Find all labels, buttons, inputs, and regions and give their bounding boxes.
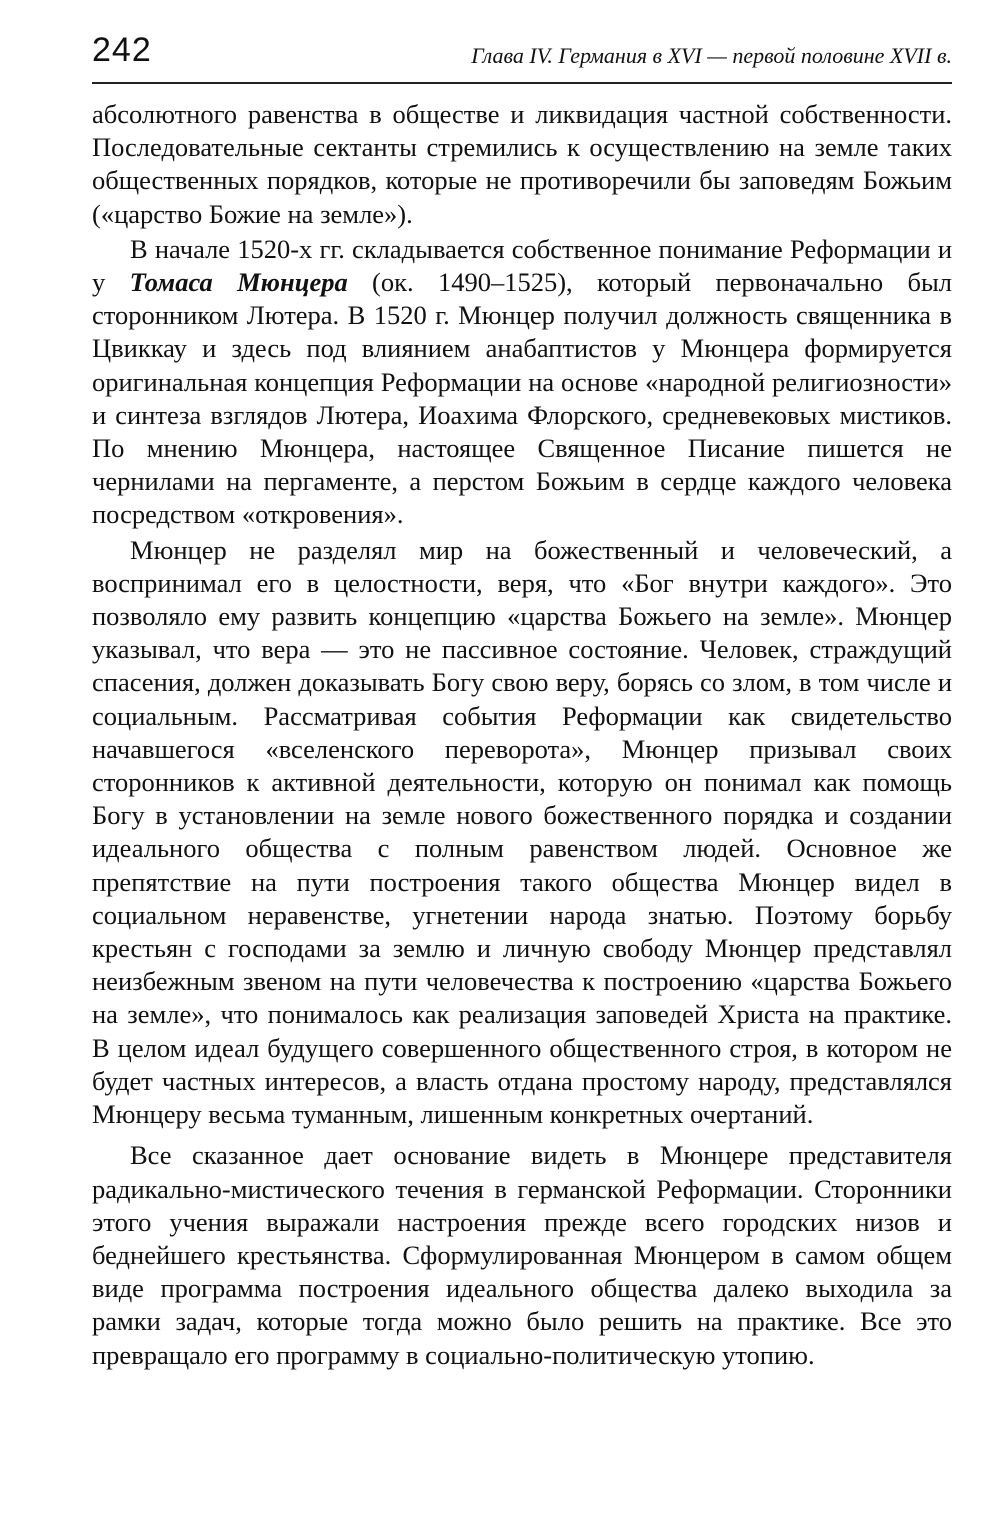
- paragraph-2: [92, 233, 952, 532]
- paragraph-2-before: В начале 1520-х гг. складывается собственное понимание Реформации и у: [92, 233, 952, 298]
- book-page: [92, 30, 952, 1372]
- running-head: Глава IV. Германия в XVI — первой половине XVII в.: [471, 43, 952, 68]
- paragraph-1-text: абсолютного равенства в обществе и ликвидация частной собственности. Последовательные сектанты стремились к осуществлению на земле таких общественных порядков, которые не противоречили бы заповедям Божьим («царство Божие на земле»).: [92, 99, 952, 229]
- page-body: [92, 98, 952, 1372]
- paragraph-4-text: Все сказанное дает основание видеть в Мюнцере представителя радикально-мистического течения в германской Реформации. Сторонники этого учения выражали настроения прежде всего городских низов и беднейшего крестьянства. Сформулированная Мюнцером в самом общем виде программа построения идеального общества далеко выходила за рамки задач, которые тогда можно было решить на практике. Все это превращало его программу в социально-политическую утопию.: [92, 1140, 952, 1370]
- page-header: [92, 30, 952, 84]
- paragraph-1: [92, 98, 952, 231]
- paragraph-3-text: Мюнцер не разделял мир на божественный и человеческий, а воспринимал его в целостности, веря, что «Бог внутри каждого». Это позволяло ему развить концепцию «царства Божьего на земле». Мюнцер указывал, что вера — это не пассивное состояние. Человек, страждущий спасения, должен доказывать Богу свою веру, борясь со злом, в том числе и социальным. Рассматривая события Реформации как свидетельство начавшегося «вселенского переворота», Мюнцер призывал своих сторонников к активной деятельности, которую он понимал как помощь Богу в установлении на земле нового божественного порядка и создании идеального общества с полным равенством людей. Основное же препятствие на пути построения такого общества Мюнцер видел в социальном неравенстве, угнетении народа знатью. Поэтому борьбу крестьян с господами за землю и личную свободу Мюнцер представлял неизбежным звеном на пути человечества к построению «царства Божьего на земле», что понималось как реализация заповедей Христа на практике. В целом идеал будущего совершенного общественного строя, в котором не будет частных интересов, а власть отдана простому народу, представлялся Мюнцеру весьма туманным, лишенным конкретных очертаний.: [92, 534, 952, 1130]
- paragraph-4: [92, 1139, 952, 1371]
- page-number: 242: [92, 31, 152, 69]
- name-thomas-muntzer: Томаса Мюнцера: [129, 267, 348, 298]
- paragraph-2-after: (ок. 1490–1525), который первоначально был сторонником Лютера. В 1520 г. Мюнцер получил должность священника в Цвиккау и здесь под влиянием анабаптистов у Мюнцера формируется оригинальная концепция Реформации на основе «народной религиозности» и синтеза взглядов Лютера, Иоахима Флорского, средневековых мистиков. По мнению Мюнцера, настоящее Священное Писание пишется не чернилами на пергаменте, а перстом Божьим в сердце каждого человека посредством «откровения».: [92, 267, 953, 530]
- paragraph-3: [92, 534, 952, 1132]
